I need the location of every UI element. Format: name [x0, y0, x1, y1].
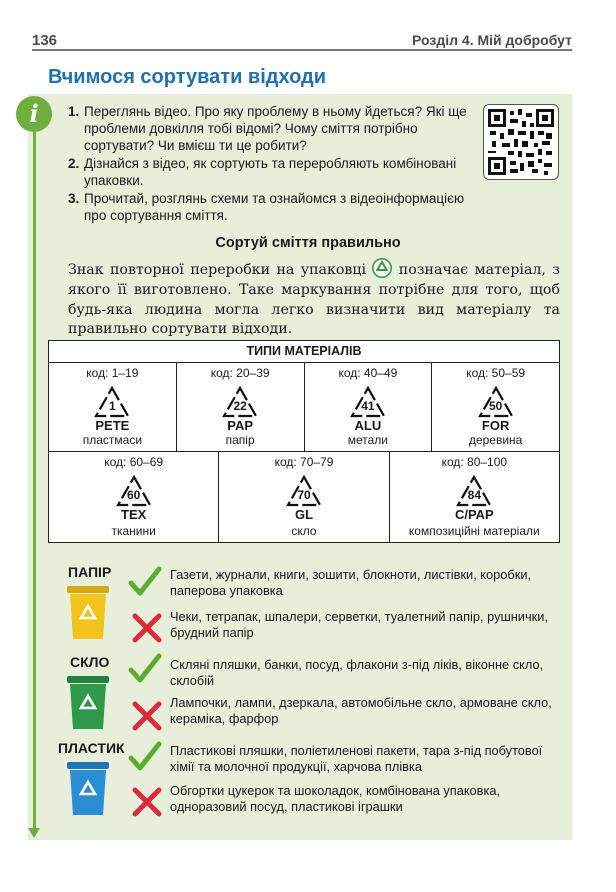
- section-subheading: Сортуй сміття правильно: [215, 235, 401, 251]
- material-cell: код: 40–49 41 ALU метали: [305, 363, 433, 451]
- intro-paragraph: Знак повторної переробки на упаковці позначає матеріал, з якого її виготовлено. Таке маркування потрібне для того, щоб будь-яка людина могла легко визначити вид матеріалу та правильно сортувати відходи.: [68, 258, 560, 340]
- task-item: 1. Переглянь відео. Про яку проблему в ньому йдеться? Які ще проблеми довкілля тобі відомі? Чому сміття потрібно сортувати? Чи вмієш ти це робити?: [68, 104, 467, 153]
- task-item: 3. Прочитай, розглянь схеми та ознайомся з відеоінформацією про сортування сміття.: [68, 191, 465, 223]
- forbidden-items-plastic: Обгортки цукерок та шоколадок, комбінована упаковка, одноразовий посуд, пластикові іграшки: [170, 783, 501, 814]
- recycle-icon: [372, 258, 392, 278]
- table-row: [49, 452, 559, 542]
- recycle-bin-paper-icon: [66, 584, 110, 640]
- page-header: [32, 28, 572, 50]
- cross-icon: [130, 785, 164, 819]
- cross-icon: [130, 699, 164, 733]
- allowed-items-glass: Скляні пляшки, банки, посуд, флакони з-під ліків, віконне скло, склобій: [170, 657, 544, 688]
- recycle-bin-glass-icon: [66, 674, 110, 730]
- bin-label-glass: СКЛО: [70, 654, 110, 670]
- task-list: [68, 103, 478, 225]
- header-rule: [32, 49, 572, 51]
- section-title: Розділ 4. Мій добробут: [412, 32, 572, 48]
- cross-icon: [130, 611, 164, 645]
- page-number: 136: [32, 32, 58, 49]
- task-text: Дізнайся з відео, як сортують та переробляють комбіновані упаковки.: [84, 156, 457, 188]
- forbidden-items-glass: Лампочки, лампи, дзеркала, автомобільне скло, армоване скло, кераміка, фарфор: [170, 695, 552, 726]
- task-text: Прочитай, розглянь схеми та ознайомся з відеоінформацією про сортування сміття.: [84, 191, 465, 223]
- check-icon: [128, 565, 162, 599]
- table-row: [49, 363, 559, 452]
- bin-label-paper: ПАПІР: [68, 564, 112, 580]
- material-cell: код: 80–100 84 C/PAP композиційні матеріали: [408, 455, 540, 538]
- material-cell: код: 1–19 1 PETE пластмаси: [49, 363, 177, 451]
- material-types-table: [48, 340, 560, 543]
- allowed-items-plastic: Пластикові пляшки, поліетиленові пакети, тара з-під побутової хімії та молочної продукції, харчова плівка: [170, 743, 543, 774]
- bin-label-plastic: ПЛАСТИК: [58, 740, 125, 756]
- arrow-down-icon: [28, 828, 40, 838]
- page-title: Вчимося сортувати відходи: [48, 66, 327, 88]
- check-icon: [128, 652, 162, 686]
- allowed-items-paper: Газети, журнали, книги, зошити, блокноти, листівки, коробки, паперова упаковка: [170, 567, 532, 598]
- forbidden-items-paper: Чеки, тетрапак, шпалери, серветки, туалетний папір, рушнички, брудний папір: [170, 609, 548, 640]
- recycle-bin-plastic-icon: [66, 760, 110, 816]
- material-cell: код: 50–59 50 FOR деревина: [466, 366, 526, 447]
- info-icon: i: [16, 96, 52, 132]
- qr-code-icon[interactable]: [483, 104, 559, 180]
- material-cell: код: 60–69 60 TEX тканини: [49, 452, 219, 542]
- task-item: 2. Дізнайся з відео, як сортують та переробляють комбіновані упаковки.: [68, 156, 457, 188]
- check-icon: [128, 740, 162, 774]
- material-cell: код: 20–39 22 PAP папір: [177, 363, 305, 451]
- task-text: Переглянь відео. Про яку проблему в ньому йдеться? Які ще проблеми довкілля тобі відомі? Чому сміття потрібно сортувати? Чи вмієш ти це робити?: [84, 104, 467, 153]
- table-header: ТИПИ МАТЕРІАЛІВ: [49, 341, 559, 363]
- material-cell: код: 70–79 70 GL скло: [219, 452, 389, 542]
